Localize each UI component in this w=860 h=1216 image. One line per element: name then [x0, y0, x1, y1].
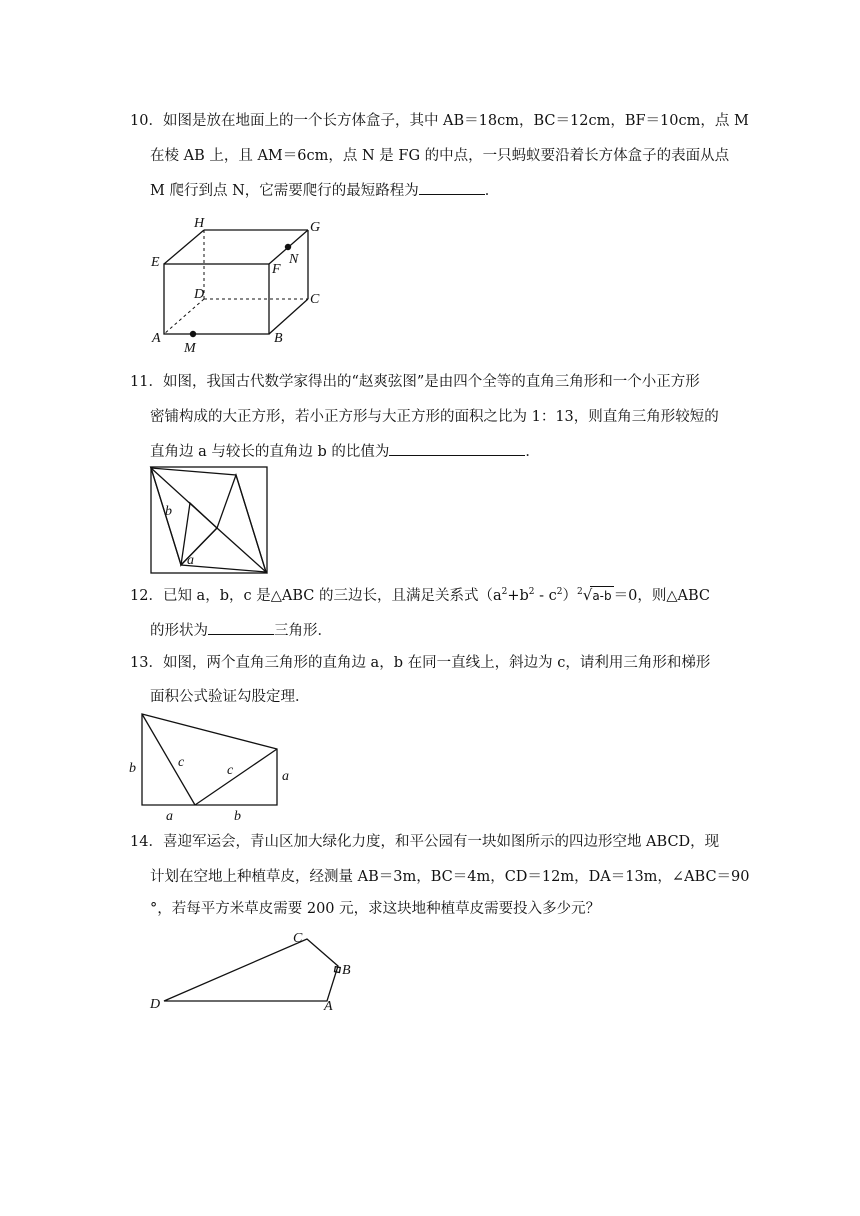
- q12-line-1: [130, 586, 710, 605]
- label-b: b: [165, 504, 172, 519]
- label-D: D: [150, 997, 161, 1012]
- q10-line-3: [150, 180, 499, 200]
- q14-quadrilateral-figure: [148, 926, 363, 1016]
- q10-line-3-text: M 爬行到点 N，它需要爬行的最短路程为: [150, 183, 419, 199]
- q10-answer-blank: [419, 180, 485, 195]
- q14-line-3: °，若每平方米草皮需要 200 元，求这块地种植草皮需要投入多少元？: [150, 901, 601, 917]
- label-H: H: [194, 216, 205, 231]
- label-M: M: [184, 341, 196, 356]
- q12-text-d: ）: [562, 588, 578, 604]
- q12-sup-a: 2: [501, 587, 508, 598]
- q10-line-1: 10．如图是放在地面上的一个长方体盒子，其中 AB＝18cm，BC＝12cm，BF＝10cm，点 M: [130, 113, 749, 129]
- q12-answer-blank: [208, 620, 274, 635]
- label-D: D: [194, 287, 205, 302]
- q12-line-2-text: 的形状为: [150, 623, 208, 639]
- label-N: N: [289, 252, 299, 267]
- q11-zhao-shuang-diagram: [150, 466, 270, 576]
- label-a-bottom: a: [166, 809, 173, 824]
- q12-sup-c: 2: [556, 587, 563, 598]
- label-a: a: [187, 553, 194, 568]
- q14-line-1: 14．喜迎军运会，青山区加大绿化力度，和平公园有一块如图所示的四边形空地 ABCD，现: [130, 834, 720, 850]
- q11-line-2: 密铺构成的大正方形，若小正方形与大正方形的面积之比为 1：13，则直角三角形较短的: [150, 409, 719, 425]
- q12-text-c: - c: [534, 588, 557, 604]
- q12-sup-outer: 2: [577, 587, 583, 598]
- q12-sup-b: 2: [528, 587, 535, 598]
- q13-line-2: 面积公式验证勾股定理．: [150, 689, 310, 705]
- q11-line-3-end: ．: [525, 444, 540, 460]
- q12-line-2-end: 三角形．: [274, 623, 332, 639]
- q10-line-2: 在棱 AB 上，且 AM＝6cm，点 N 是 FG 的中点，一只蚂蚁要沿着长方体盒子的表面从点: [150, 148, 730, 164]
- q12-text-a: 12．已知 a，b，c 是△ABC 的三边长，且满足关系式（a: [130, 588, 502, 604]
- q14-line-2: 计划在空地上种植草皮，经测量 AB＝3m，BC＝4m，CD＝12m，DA＝13m，∠ABC＝90: [150, 869, 750, 885]
- label-B: B: [274, 331, 283, 346]
- q12-sqrt-body: a-b: [590, 586, 613, 605]
- radical-sign: √: [582, 586, 593, 604]
- label-c-1: c: [178, 755, 185, 770]
- label-G: G: [310, 220, 321, 235]
- q12-text-e: ＝0，则△ABC: [613, 588, 710, 604]
- label-b-bottom: b: [234, 809, 241, 824]
- q12-line-2: [150, 620, 332, 640]
- label-A: A: [324, 999, 333, 1014]
- label-E: E: [151, 255, 160, 270]
- label-a-right: a: [282, 769, 289, 784]
- label-c-2: c: [227, 763, 234, 778]
- q11-line-1: 11．如图，我国古代数学家得出的“赵爽弦图”是由四个全等的直角三角形和一个小正方形: [130, 374, 700, 390]
- q11-line-3-text: 直角边 a 与较长的直角边 b 的比值为: [150, 444, 390, 460]
- q10-cuboid-figure: [140, 210, 340, 360]
- label-A: A: [152, 331, 161, 346]
- q12-text-b: +b: [507, 588, 529, 604]
- label-C: C: [310, 292, 320, 307]
- label-b-left: b: [129, 761, 136, 776]
- q11-line-3: [150, 441, 540, 461]
- label-B: B: [342, 963, 351, 978]
- label-C: C: [293, 931, 303, 946]
- label-F: F: [272, 262, 281, 277]
- q13-trapezoid-figure: [124, 712, 304, 824]
- q13-line-1: 13．如图，两个直角三角形的直角边 a，b 在同一直线上，斜边为 c，请利用三角形和梯形: [130, 655, 711, 671]
- q10-line-3-end: ．: [484, 183, 500, 199]
- q11-answer-blank: [389, 441, 525, 456]
